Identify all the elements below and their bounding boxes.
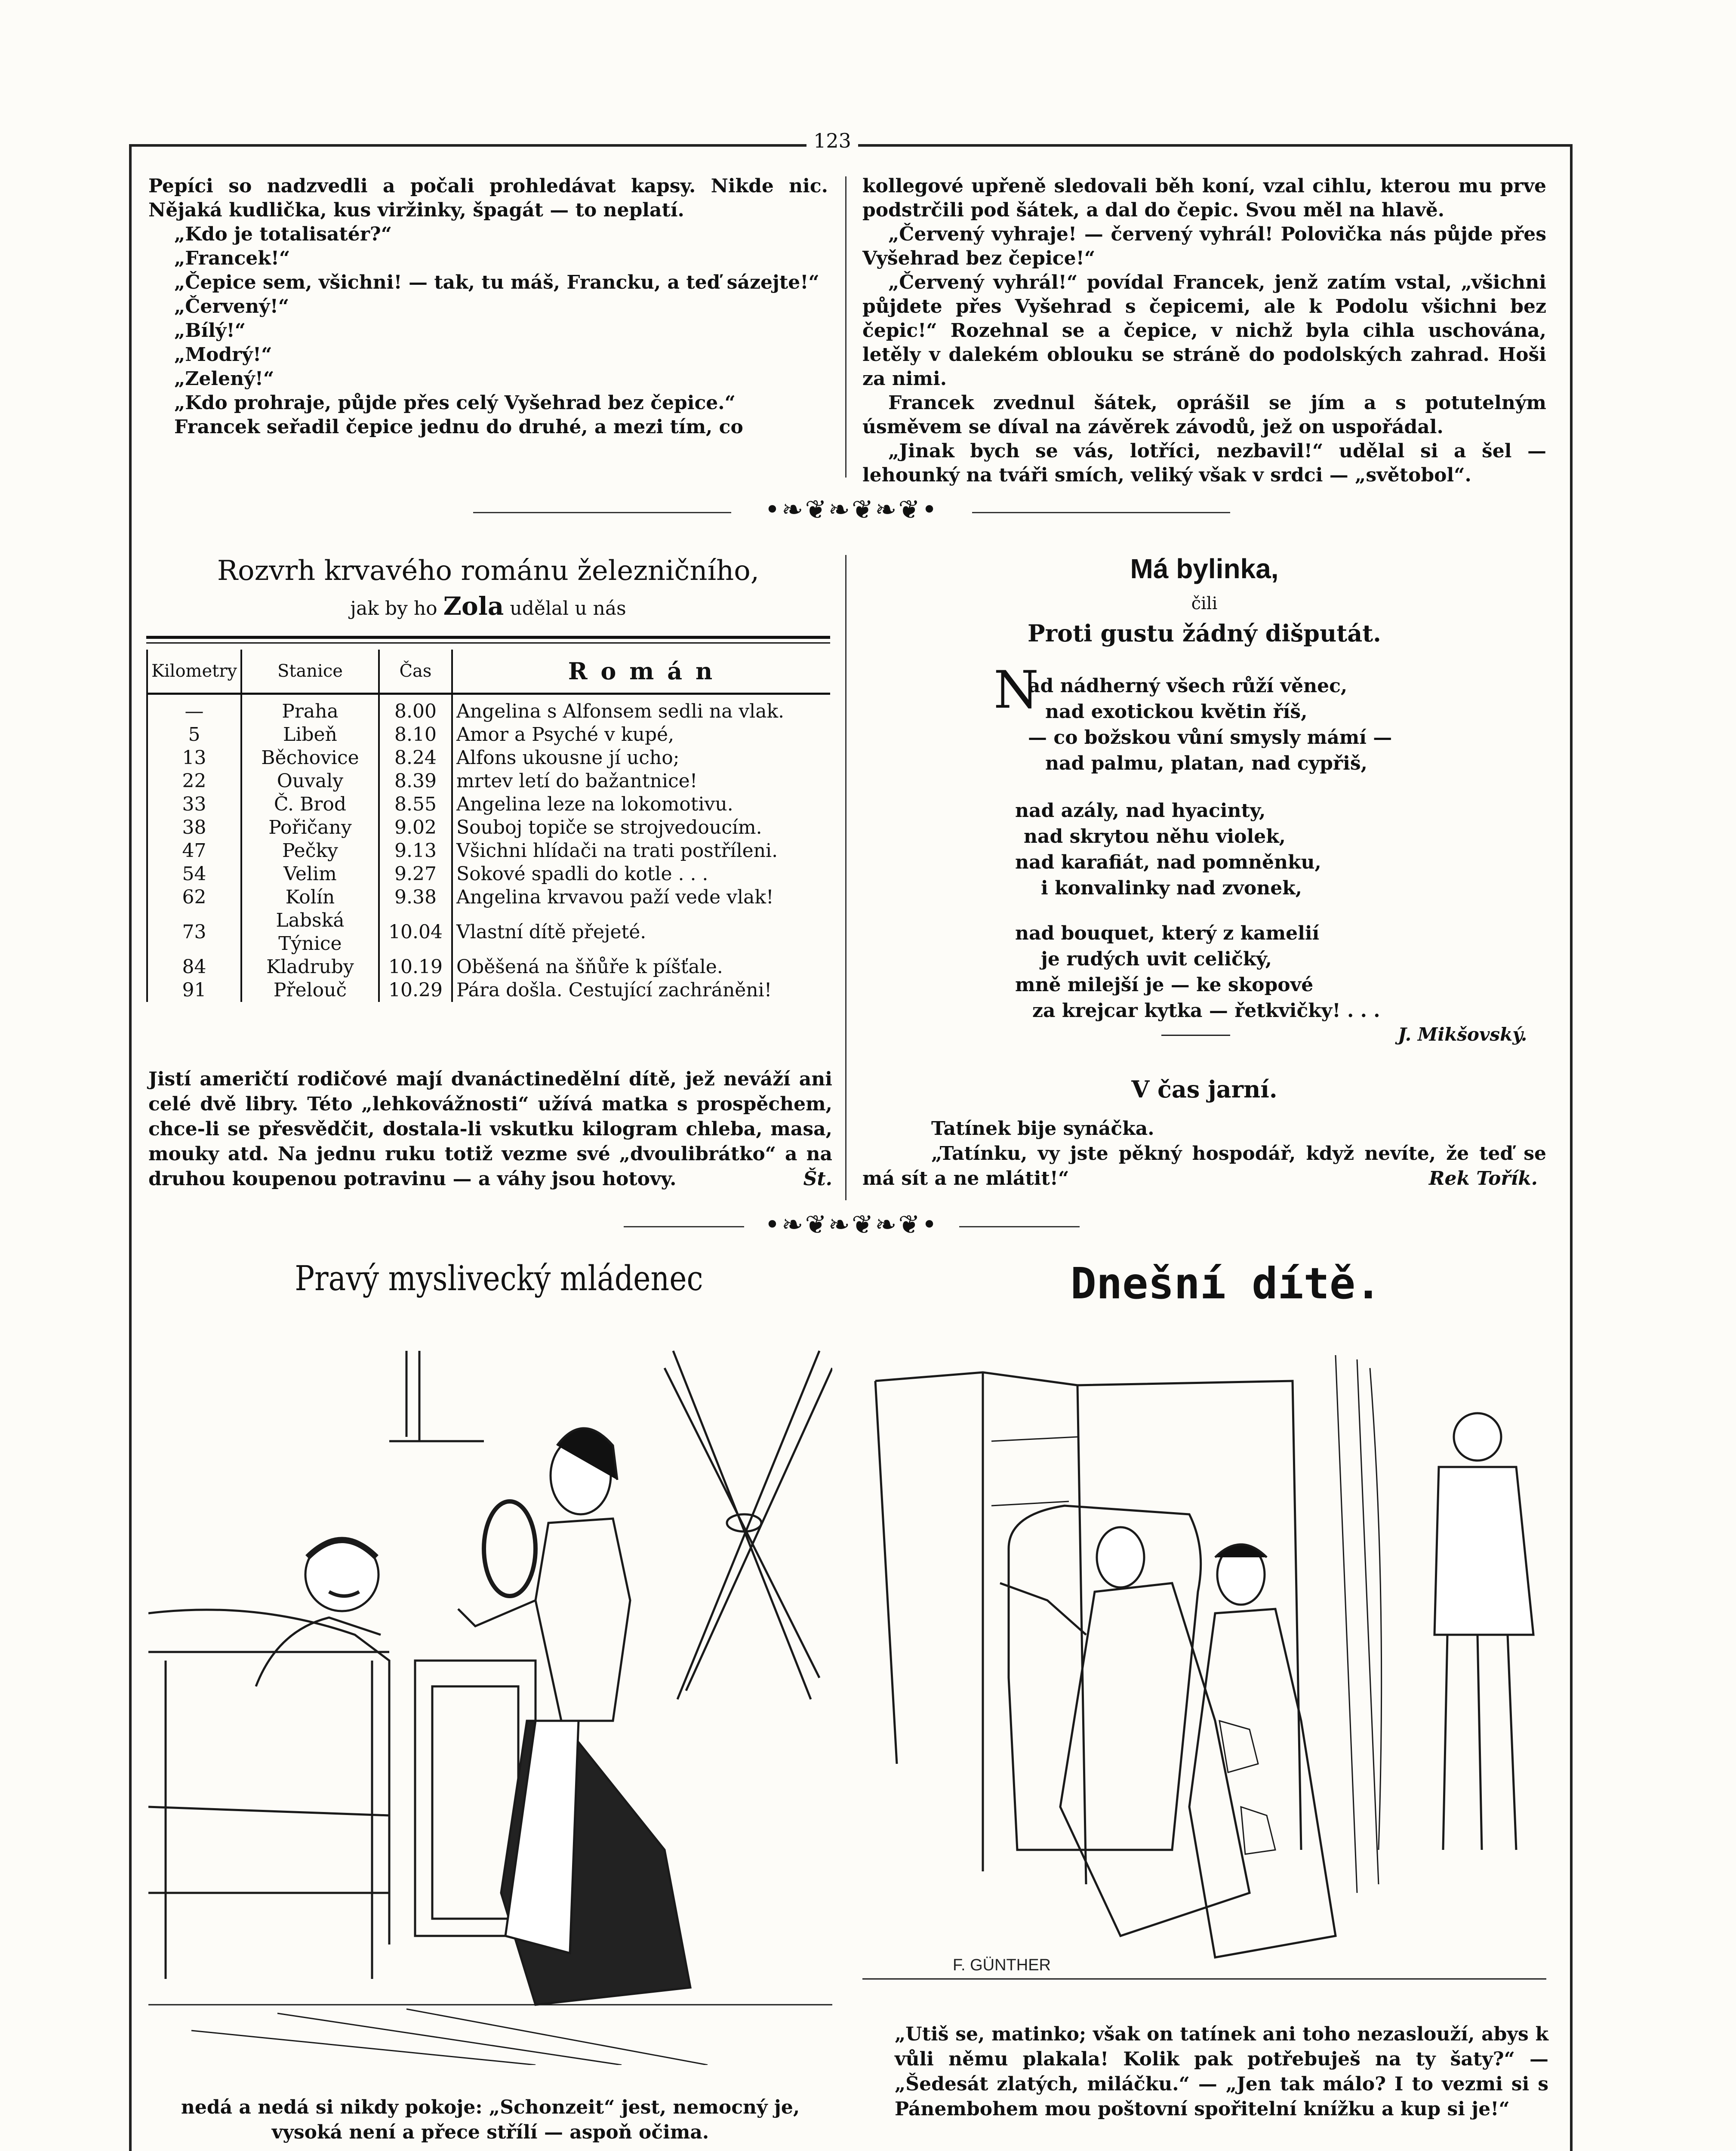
table-row — [147, 886, 830, 909]
time-cell: 9.27 — [379, 863, 452, 886]
poem-line: mně milejší je — ke skopové — [1015, 974, 1314, 996]
story-paragraph: „Červený!“ — [174, 296, 289, 317]
mother-head — [1097, 1527, 1144, 1587]
table-row — [147, 979, 830, 1002]
time-cell: 9.02 — [379, 816, 452, 839]
table-row — [147, 694, 830, 724]
roman-cell: Pára došla. Cestující zachráněni! — [452, 979, 830, 1002]
column-rule — [845, 555, 846, 1200]
km-cell: 62 — [147, 886, 241, 909]
station-cell: Praha — [241, 694, 379, 724]
poem-line: ad nádherný všech růží věnec, — [1028, 675, 1348, 697]
jisti-paragraph — [148, 1067, 832, 1192]
myslivec-illustration — [148, 1334, 832, 2065]
station-cell: Ouvaly — [241, 770, 379, 793]
column-rule — [845, 176, 846, 478]
station-cell: Labská Týnice — [241, 909, 379, 955]
poem-line: i konvalinky nad zvonek, — [1041, 877, 1302, 899]
bylinka-cili: čili — [1191, 594, 1218, 613]
table-row — [147, 909, 830, 955]
poem-line: nad karafiát, nad pomněnku, — [1015, 851, 1321, 873]
window-curtain — [1336, 1355, 1382, 1893]
station-cell: Přelouč — [241, 979, 379, 1002]
poem-line: je rudých uvit celičký, — [1041, 948, 1272, 970]
poem-line: — co božskou vůní smysly mámí — — [1028, 727, 1392, 749]
km-cell: 91 — [147, 979, 241, 1002]
table-header: Čas — [379, 650, 452, 694]
roman-subtitle — [146, 592, 830, 621]
table-row — [147, 723, 830, 746]
poem-line: za krejcar kytka — řetkvičky! . . . — [1032, 1000, 1380, 1022]
roman-cell: Angelina krvavou paží vede vlak! — [452, 886, 830, 909]
story-paragraph: Francek zvednul šátek, oprášil se jím a s potutelným úsměvem se díval na závěrek závodů, jež on uspořádal. — [862, 392, 1546, 438]
roman-cell: Souboj topiče se strojvedoucím. — [452, 816, 830, 839]
bylinka-title: Má bylinka, — [1130, 553, 1279, 584]
time-cell: 10.19 — [379, 955, 452, 979]
roman-title: Rozvrh krvavého románu železničního, — [217, 555, 760, 587]
time-cell: 8.10 — [379, 723, 452, 746]
station-cell: Kladruby — [241, 955, 379, 979]
bylinka-subtitle: Proti gustu žádný dišputát. — [1028, 619, 1381, 647]
poem-line: nad skrytou něhu violek, — [1024, 826, 1286, 847]
story-paragraph: „Modrý!“ — [174, 344, 272, 366]
km-cell: 84 — [147, 955, 241, 979]
story-paragraph: „Čepice sem, všichni! — tak, tu máš, Francku, a teď sázejte!“ — [174, 271, 819, 293]
roman-subtitle-text: udělal u nás — [510, 598, 626, 619]
bed — [148, 1610, 389, 1979]
divider-line — [959, 1226, 1080, 1227]
station-cell: Č. Brod — [241, 793, 379, 816]
window-frame — [389, 1351, 484, 1441]
page-frame-left — [129, 144, 132, 2151]
table-top-rule — [146, 642, 830, 644]
dnesni-illustration — [862, 1334, 1546, 2065]
ornament-divider: •❧❦❧❦❧❦• — [764, 495, 939, 525]
roman-cell: mrtev letí do bažantnice! — [452, 770, 830, 793]
station-cell: Libeň — [241, 723, 379, 746]
roman-cell: Všichni hlídači na trati postříleni. — [452, 839, 830, 863]
roman-table — [146, 650, 830, 1002]
table-row — [147, 746, 830, 770]
roman-cell: Alfons ukousne jí ucho; — [452, 746, 830, 770]
km-cell: 54 — [147, 863, 241, 886]
roman-cell: Angelina s Alfonsem sedli na vlak. — [452, 694, 830, 724]
bylinka-stanza — [1015, 921, 1531, 1024]
story-paragraph: „Kdo prohraje, půjde přes celý Vyšehrad bez čepice.“ — [174, 392, 736, 414]
table-header: Kilometry — [147, 650, 241, 694]
myslivec-caption: nedá a nedá si nikdy pokoje: „Schonzeit“ jest, nemocný je, vysoká není a přece střílí — aspoň očima. — [181, 2096, 800, 2143]
table-header-row — [147, 650, 830, 694]
story-paragraph: „Bílý!“ — [174, 320, 246, 342]
km-cell: 38 — [147, 816, 241, 839]
poem-line: nad exotickou květin říš, — [1045, 701, 1308, 723]
table-top-rule — [146, 636, 830, 639]
km-cell: 47 — [147, 839, 241, 863]
roman-cell: Amor a Psyché v kupé, — [452, 723, 830, 746]
poem-line: nad bouquet, který z kamelií — [1015, 922, 1320, 944]
roman-subtitle-name: Zola — [443, 592, 504, 621]
station-cell: Velim — [241, 863, 379, 886]
time-cell: 8.24 — [379, 746, 452, 770]
station-cell: Běchovice — [241, 746, 379, 770]
roman-cell: Angelina leze na lokomotivu. — [452, 793, 830, 816]
poem-line: nad palmu, platan, nad cypřiš, — [1045, 752, 1367, 774]
jisti-text: Jistí američtí rodičové mají dvanáctinedělní dítě, jež neváží ani celé dvě libry. Této „lehkovážnosti“ užívá matka s prospěchem, chce-li se přesvědčit, dostala-li vskutku kilogram chleba, masa, mouky atd. Na jednu ruku totiž vezme své „dvoulibrátko“ a na druhou koupenou potravinu — a váhy jsou hotovy. — [148, 1068, 832, 1190]
mirror — [484, 1501, 536, 1596]
cas-jarni-line: „Tatínku, vy jste pěkný hospodář, když nevíte, že teď se má sít a ne mlátit!“ — [862, 1143, 1546, 1190]
story-paragraph: „Kdo je totalisatér?“ — [174, 223, 392, 245]
story-column-left — [148, 174, 828, 439]
roman-cell: Sokové spadli do kotle . . . — [452, 863, 830, 886]
roman-cell: Oběšená na šňůře k píšťale. — [452, 955, 830, 979]
station-cell: Pořičany — [241, 816, 379, 839]
crossed-rifles — [665, 1351, 832, 1699]
story-paragraph: Pepíci so nadzvedli a počali prohledávat kapsy. Nikde nic. Nějaká kudlička, kus viržinky, špagát — to neplatí. — [148, 175, 828, 221]
time-cell: 8.00 — [379, 694, 452, 724]
myslivec-title: Pravý myslivecký mládenec — [295, 1258, 703, 1298]
roman-subtitle-text: jak by ho — [350, 598, 437, 619]
ornament-divider: •❧❦❧❦❧❦• — [764, 1210, 939, 1240]
mother-arm — [1000, 1583, 1086, 1635]
table-row — [147, 816, 830, 839]
story-paragraph: „Červený vyhrál!“ povídal Francek, jenž zatím vstal, „všichni půjdete přes Vyšehrad s čepicemi, ale k Podolu všichni bez čepic!“ Rozehnal se a čepice, v nichž byla cihla uschována, letěly v dalekém oblouku se stráně do podolských zahrad. Hoši za nimi. — [862, 271, 1546, 390]
divider-line — [473, 512, 731, 513]
km-cell: 33 — [147, 793, 241, 816]
table-row — [147, 955, 830, 979]
page-frame-right — [1570, 144, 1573, 2151]
table-header: Stanice — [241, 650, 379, 694]
table-header: R o m á n — [452, 650, 830, 694]
maid-arm — [458, 1600, 536, 1626]
mother-dress — [1060, 1583, 1250, 1936]
bylinka-dropcap: N — [994, 660, 1039, 720]
father-coat — [1434, 1467, 1533, 1635]
page-number: 123 — [806, 129, 858, 152]
table-row — [147, 793, 830, 816]
story-paragraph: „Červený vyhraje! — červený vyhrál! Polovička nás půjde přes Vyšehrad bez čepice!“ — [862, 223, 1546, 269]
km-cell: 22 — [147, 770, 241, 793]
father-legs — [1443, 1635, 1516, 1850]
poem-line: nad azály, nad hyacinty, — [1015, 800, 1266, 822]
table-row — [147, 863, 830, 886]
cas-jarni-title: V čas jarní. — [1131, 1076, 1277, 1103]
jisti-author: Št. — [803, 1168, 832, 1190]
table-row — [147, 770, 830, 793]
time-cell: 8.55 — [379, 793, 452, 816]
km-cell: 5 — [147, 723, 241, 746]
story-column-right — [862, 174, 1546, 487]
divider-line — [972, 512, 1230, 513]
bylinka-author: J. Mikšovský. — [1398, 1024, 1527, 1045]
story-paragraph: kollegové upřeně sledovali běh koní, vzal cihlu, kterou mu prve podstrčili pod šátek, a dal do čepic. Svou měl na hlavě. — [862, 175, 1546, 221]
roman-cell: Vlastní dítě přejeté. — [452, 909, 830, 955]
bylinka-stanza — [1028, 673, 1501, 777]
small-divider — [1161, 1035, 1230, 1036]
artist-signature: F. GÜNTHER — [953, 1956, 1051, 1974]
divider-line — [624, 1226, 744, 1227]
dnesni-caption: „Utiš se, matinko; však on tatínek ani toho nezaslouží, abys k vůli němu plakala! Kolik pak potřebuješ na ty šaty?“ — „Šedesát zlatých, miláčku.“ — „Jen tak málo? I to vezmi si s Pánembohem mou poštovní spořitelní knížku a kup si je!“ — [895, 2023, 1548, 2120]
dnesni-title: Dnešní dítě. — [1070, 1258, 1382, 1309]
maid-blouse — [536, 1519, 630, 1721]
story-paragraph: „Zelený!“ — [174, 368, 274, 390]
story-paragraph: Francek seřadil čepice jednu do druhé, a mezi tím, co — [174, 416, 743, 438]
cas-jarni-author: Rek Tořík. — [1428, 1168, 1538, 1190]
table-row — [147, 839, 830, 863]
time-cell: 10.29 — [379, 979, 452, 1002]
station-cell: Kolín — [241, 886, 379, 909]
story-paragraph: „Francek!“ — [174, 247, 290, 269]
time-cell: 8.39 — [379, 770, 452, 793]
cas-jarni-text — [862, 1116, 1546, 1191]
father-head — [1454, 1413, 1501, 1461]
km-cell: — — [147, 694, 241, 724]
story-paragraph: „Jinak bych se vás, lotříci, nezbavil!“ udělal si a šel — lehounký na tváři smích, veliký však v srdci — „světobol“. — [862, 440, 1546, 486]
station-cell: Pečky — [241, 839, 379, 863]
cas-jarni-line: Tatínek bije synáčka. — [931, 1118, 1154, 1140]
time-cell: 10.04 — [379, 909, 452, 955]
km-cell: 73 — [147, 909, 241, 955]
time-cell: 9.13 — [379, 839, 452, 863]
km-cell: 13 — [147, 746, 241, 770]
time-cell: 9.38 — [379, 886, 452, 909]
bylinka-stanza — [1015, 798, 1488, 901]
